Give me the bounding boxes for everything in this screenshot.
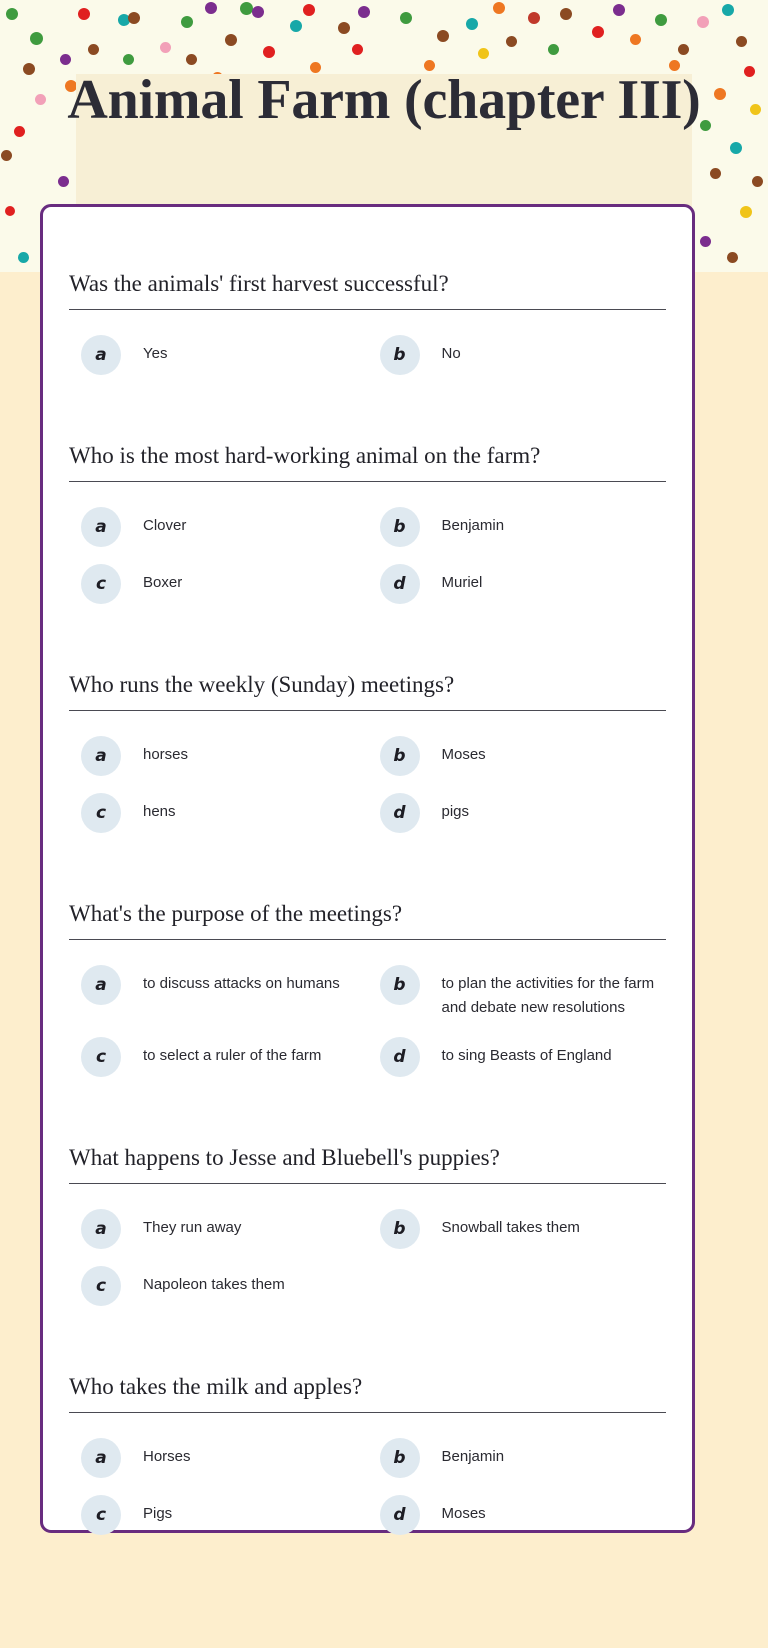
option-list [69, 482, 666, 612]
confetti-dot [338, 22, 350, 34]
option-a[interactable] [69, 1429, 368, 1486]
confetti-dot [493, 2, 505, 14]
confetti-dot [506, 36, 517, 47]
option-a[interactable] [69, 956, 368, 1028]
option-label: Napoleon takes them [143, 1276, 285, 1293]
option-letter-badge: b [380, 1438, 420, 1478]
option-letter-badge: a [81, 965, 121, 1005]
confetti-dot [1, 150, 12, 161]
question-text: Was the animals' first harvest successful? [69, 269, 666, 310]
confetti-dot [700, 236, 711, 247]
confetti-dot [752, 176, 763, 187]
option-letter-badge: b [380, 335, 420, 375]
option-label: They run away [143, 1219, 242, 1236]
option-label: Horses [143, 1448, 191, 1465]
option-a[interactable] [69, 498, 368, 555]
option-letter-badge: d [380, 1037, 420, 1077]
confetti-dot [466, 18, 478, 30]
confetti-dot [18, 252, 29, 263]
option-label: Moses [441, 1505, 486, 1522]
option-a[interactable] [69, 727, 368, 784]
question-block [69, 1143, 666, 1314]
confetti-dot [181, 16, 193, 28]
confetti-dot [186, 54, 197, 65]
page-title: Animal Farm (chapter III) [67, 69, 701, 131]
confetti-dot [678, 44, 689, 55]
confetti-dot [23, 63, 35, 75]
option-label: to select a ruler of the farm [143, 1047, 322, 1064]
confetti-dot [358, 6, 370, 18]
confetti-dot [303, 4, 315, 16]
option-a[interactable] [69, 326, 368, 383]
option-label: Clover [143, 517, 187, 534]
option-letter-badge: a [81, 1209, 121, 1249]
confetti-dot [160, 42, 171, 53]
option-label: Benjamin [441, 1448, 505, 1465]
question-block [69, 670, 666, 841]
option-letter-badge: a [81, 736, 121, 776]
confetti-dot [613, 4, 625, 16]
confetti-dot [252, 6, 264, 18]
option-letter-badge: d [380, 793, 420, 833]
confetti-dot [592, 26, 604, 38]
confetti-dot [655, 14, 667, 26]
option-label: Benjamin [441, 517, 505, 534]
option-c[interactable] [69, 784, 368, 841]
option-d[interactable] [368, 1028, 667, 1085]
option-label: hens [143, 803, 176, 820]
option-label: Pigs [143, 1505, 173, 1522]
option-letter-badge: c [81, 564, 121, 604]
option-d[interactable] [368, 1486, 667, 1543]
option-list [69, 940, 666, 1085]
option-letter-badge: a [81, 335, 121, 375]
confetti-dot [123, 54, 134, 65]
option-a[interactable] [69, 1200, 368, 1257]
option-label: to discuss attacks on humans [143, 975, 340, 992]
confetti-dot [560, 8, 572, 20]
option-letter-badge: c [81, 793, 121, 833]
option-letter-badge: d [380, 1495, 420, 1535]
confetti-dot [714, 88, 726, 100]
option-letter-badge: c [81, 1266, 121, 1306]
question-block [69, 441, 666, 612]
option-letter-badge: d [380, 564, 420, 604]
confetti-dot [697, 16, 709, 28]
confetti-dot [750, 104, 761, 115]
option-b[interactable] [368, 1429, 667, 1486]
question-block [69, 899, 666, 1085]
option-b[interactable] [368, 956, 667, 1028]
quiz-card [40, 204, 695, 1533]
confetti-dot [30, 32, 43, 45]
question-text: What's the purpose of the meetings? [69, 899, 666, 940]
option-letter-badge: a [81, 507, 121, 547]
confetti-dot [352, 44, 363, 55]
option-label: to plan the activities for the farm and debate new resolutions [441, 975, 655, 1016]
question-block [69, 269, 666, 383]
option-list [69, 310, 666, 383]
confetti-dot [78, 8, 90, 20]
option-list [69, 711, 666, 841]
option-b[interactable] [368, 727, 667, 784]
option-b[interactable] [368, 1200, 667, 1257]
confetti-dot [35, 94, 46, 105]
option-b[interactable] [368, 498, 667, 555]
question-text: Who is the most hard-working animal on the farm? [69, 441, 666, 482]
confetti-dot [548, 44, 559, 55]
confetti-dot [722, 4, 734, 16]
confetti-dot [528, 12, 540, 24]
confetti-dot [710, 168, 721, 179]
option-label: Muriel [441, 574, 483, 591]
option-label: Boxer [143, 574, 183, 591]
option-c[interactable] [69, 1028, 368, 1085]
confetti-dot [58, 176, 69, 187]
question-text: Who runs the weekly (Sunday) meetings? [69, 670, 666, 711]
question-text: Who takes the milk and apples? [69, 1372, 666, 1413]
option-d[interactable] [368, 784, 667, 841]
option-letter-badge: b [380, 965, 420, 1005]
option-label: No [441, 345, 461, 362]
option-letter-badge: c [81, 1037, 121, 1077]
confetti-dot [730, 142, 742, 154]
confetti-dot [128, 12, 140, 24]
confetti-dot [727, 252, 738, 263]
questions-container [69, 269, 666, 1543]
option-label: pigs [441, 803, 470, 820]
option-letter-badge: b [380, 1209, 420, 1249]
option-label: Snowball takes them [441, 1219, 580, 1236]
confetti-dot [14, 126, 25, 137]
option-list [69, 1413, 666, 1543]
option-letter-badge: a [81, 1438, 121, 1478]
option-label: horses [143, 746, 189, 763]
option-letter-badge: c [81, 1495, 121, 1535]
option-letter-badge: b [380, 736, 420, 776]
confetti-dot [5, 206, 15, 216]
confetti-dot [240, 2, 253, 15]
option-label: Yes [143, 345, 168, 362]
confetti-dot [740, 206, 752, 218]
confetti-dot [736, 36, 747, 47]
confetti-dot [60, 54, 71, 65]
confetti-dot [744, 66, 755, 77]
option-d[interactable] [368, 555, 667, 612]
option-b[interactable] [368, 326, 667, 383]
confetti-dot [437, 30, 449, 42]
option-letter-badge: b [380, 507, 420, 547]
confetti-dot [263, 46, 275, 58]
option-c[interactable] [69, 1486, 368, 1543]
question-block [69, 1372, 666, 1543]
option-label: to sing Beasts of England [441, 1047, 612, 1064]
option-c[interactable] [69, 555, 368, 612]
question-text: What happens to Jesse and Bluebell's puppies? [69, 1143, 666, 1184]
option-c[interactable] [69, 1257, 368, 1314]
confetti-dot [6, 8, 18, 20]
option-list [69, 1184, 666, 1314]
confetti-dot [400, 12, 412, 24]
confetti-dot [225, 34, 237, 46]
confetti-dot [290, 20, 302, 32]
confetti-dot [205, 2, 217, 14]
option-label: Moses [441, 746, 486, 763]
confetti-dot [88, 44, 99, 55]
confetti-dot [630, 34, 641, 45]
confetti-dot [478, 48, 489, 59]
